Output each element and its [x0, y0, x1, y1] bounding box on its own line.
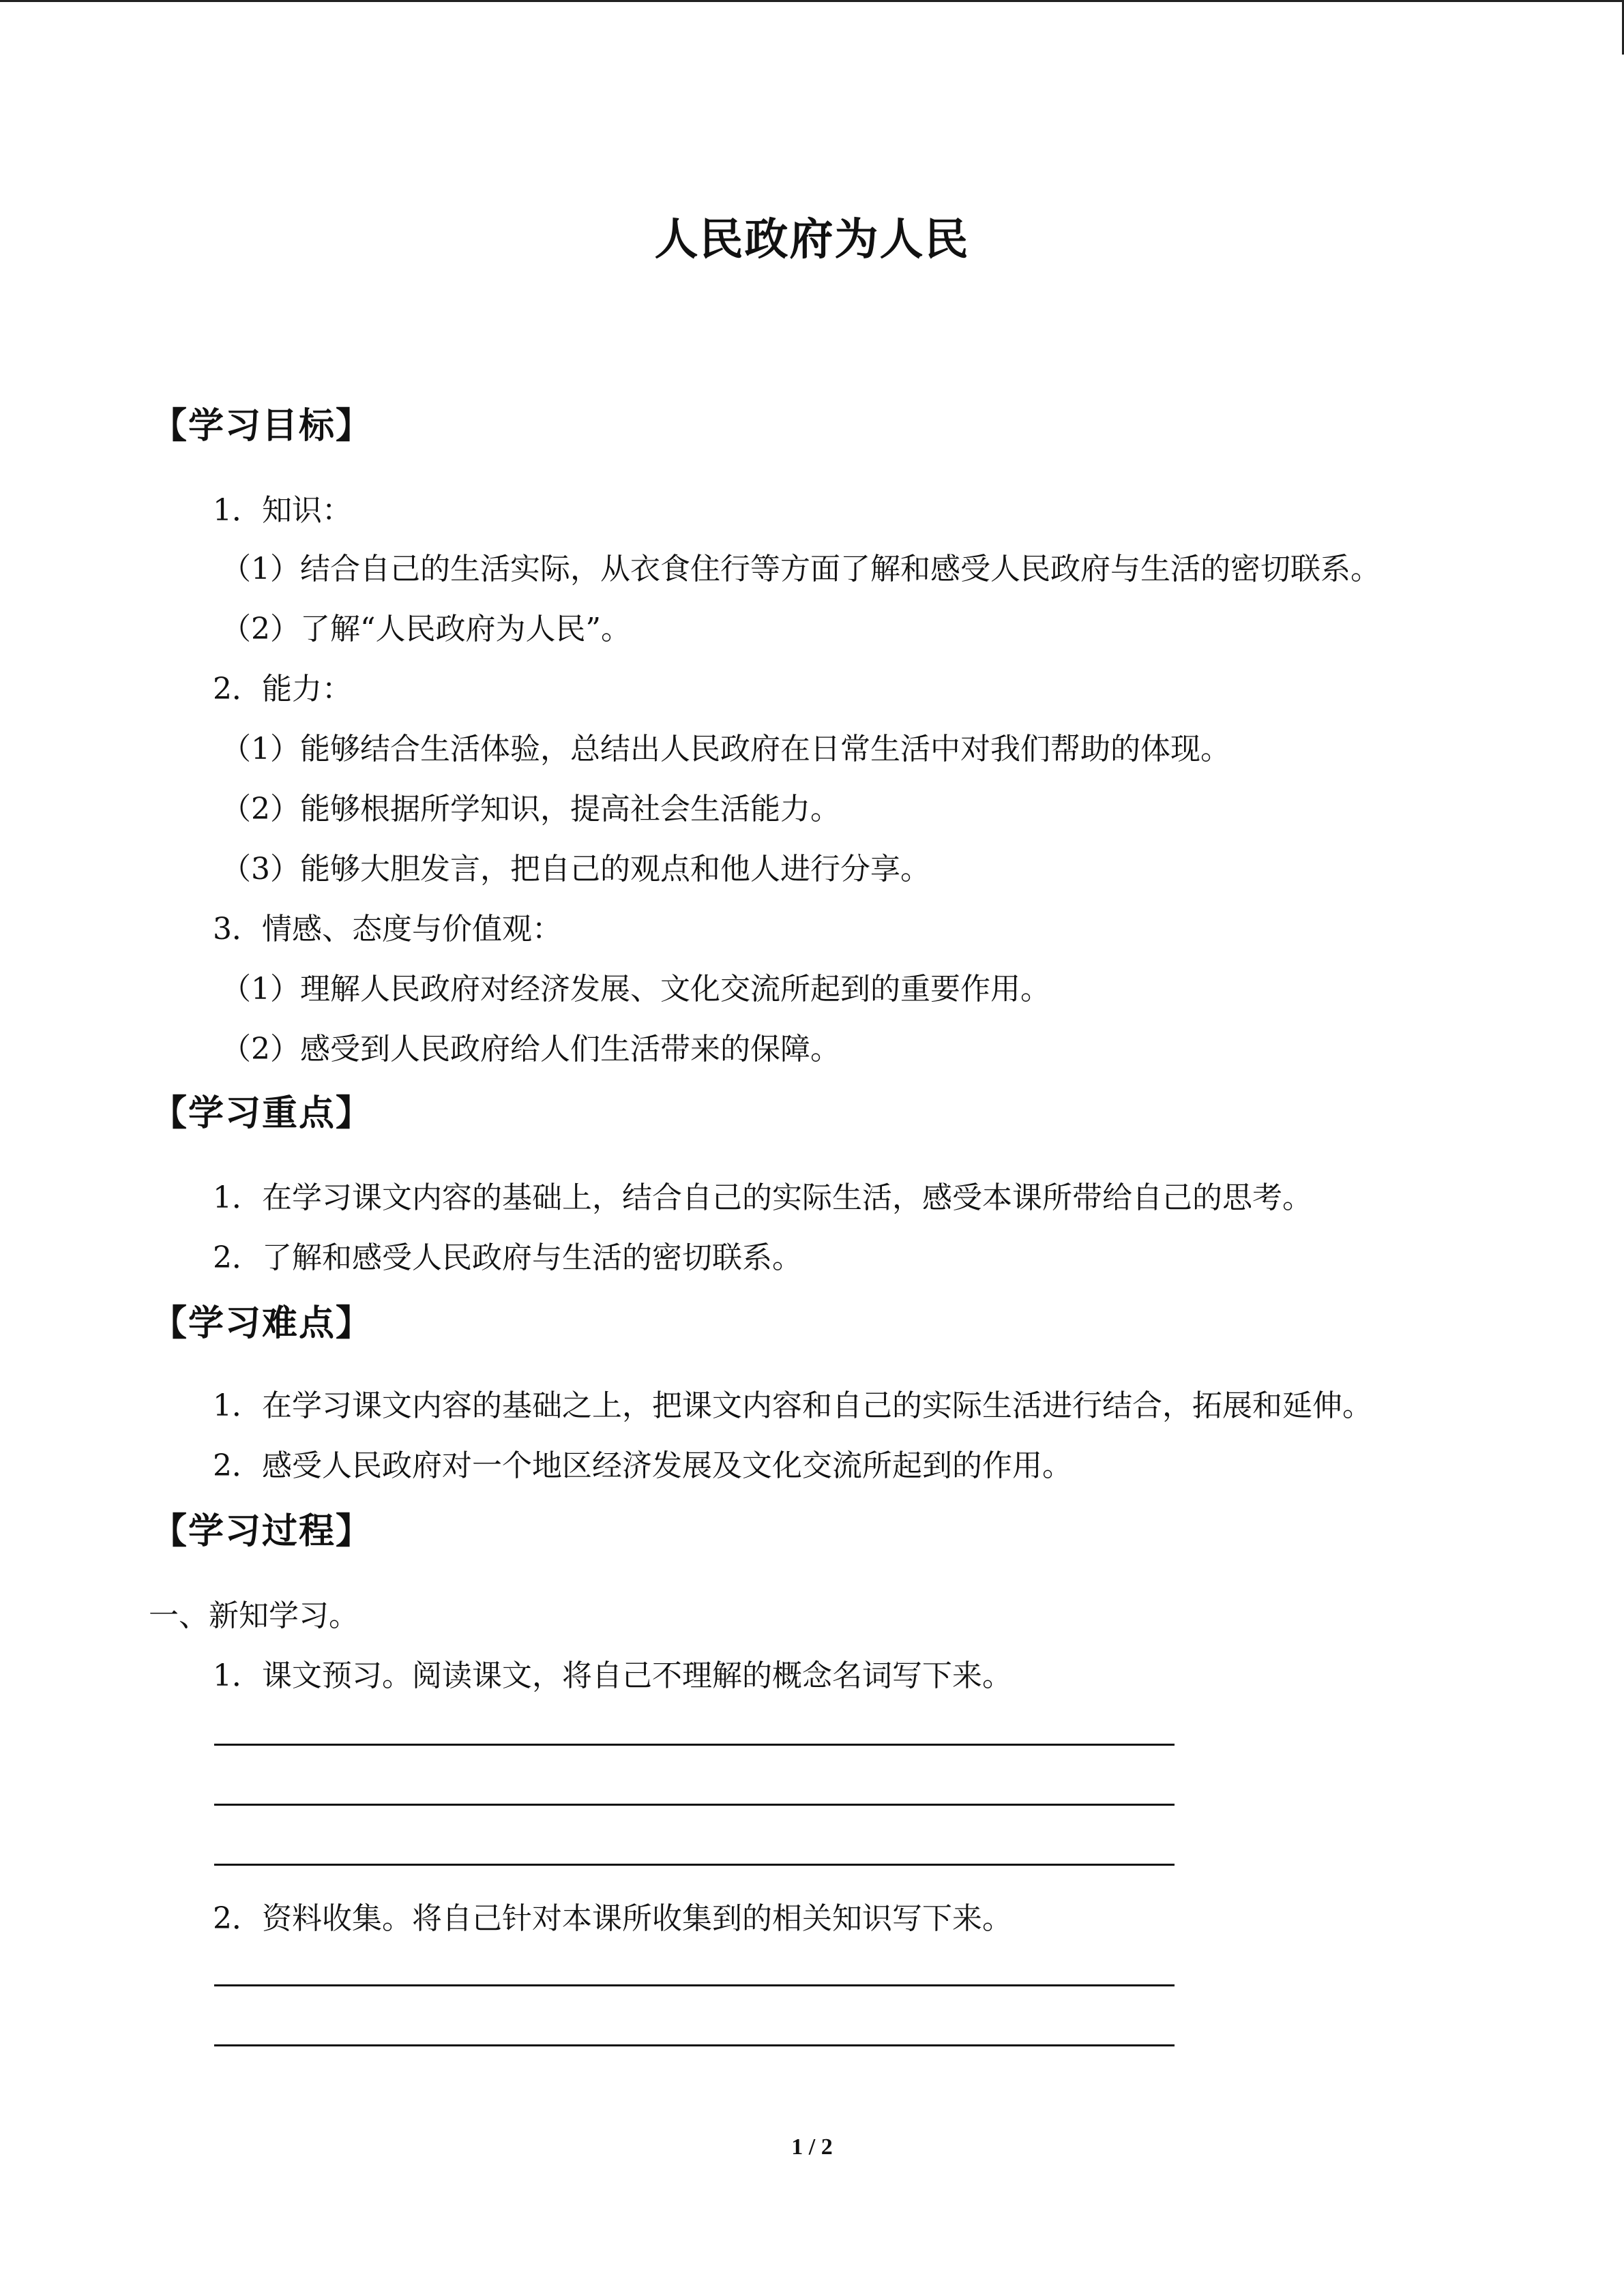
- section-heading-difficulties: 【学习难点】: [151, 1303, 373, 1344]
- answer-line: [214, 1804, 1175, 1806]
- top-border: [0, 0, 1624, 2]
- difficulties-item: 1．在学习课文内容的基础之上，把课文内容和自己的实际生活进行结合，拓展和延伸。: [213, 1388, 1372, 1423]
- goals-item: （3）能够大胆发言，把自己的观点和他人进行分享。: [221, 852, 930, 886]
- process-task-2: 2．资料收集。将自己针对本课所收集到的相关知识写下来。: [213, 1901, 1012, 1936]
- goals-item: （2）了解“人民政府为人民”。: [221, 612, 631, 646]
- section-heading-goals: 【学习目标】: [151, 406, 373, 447]
- section-heading-key-points: 【学习重点】: [151, 1093, 373, 1134]
- page-title: 人民政府为人民: [654, 215, 970, 265]
- key-points-item: 2．了解和感受人民政府与生活的密切联系。: [213, 1240, 802, 1275]
- page-number: 1 / 2: [791, 2134, 833, 2160]
- goals-item: 2．能力：: [213, 672, 352, 706]
- answer-line: [214, 1744, 1175, 1746]
- difficulties-item: 2．感受人民政府对一个地区经济发展及文化交流所起到的作用。: [213, 1448, 1072, 1483]
- answer-line: [214, 1864, 1175, 1866]
- goals-item: （1）结合自己的生活实际，从衣食住行等方面了解和感受人民政府与生活的密切联系。: [221, 552, 1381, 586]
- goals-item: 1．知识：: [213, 493, 352, 528]
- section-heading-process: 【学习过程】: [151, 1511, 373, 1552]
- process-task-1: 1．课文预习。阅读课文，将自己不理解的概念名词写下来。: [213, 1658, 1012, 1693]
- goals-item: （1）能够结合生活体验，总结出人民政府在日常生活中对我们帮助的体现。: [221, 732, 1230, 766]
- goals-item: （2）能够根据所学知识，提高社会生活能力。: [221, 792, 840, 826]
- goals-item: （2）感受到人民政府给人们生活带来的保障。: [221, 1032, 840, 1067]
- goals-item: （1）理解人民政府对经济发展、文化交流所起到的重要作用。: [221, 972, 1050, 1007]
- answer-line: [214, 2044, 1175, 2046]
- key-points-item: 1．在学习课文内容的基础上，结合自己的实际生活，感受本课所带给自己的思考。: [213, 1180, 1312, 1215]
- answer-line: [214, 1984, 1175, 1986]
- goals-item: 3．情感、态度与价值观：: [213, 912, 562, 946]
- process-part-title: 一、新知学习。: [149, 1598, 359, 1633]
